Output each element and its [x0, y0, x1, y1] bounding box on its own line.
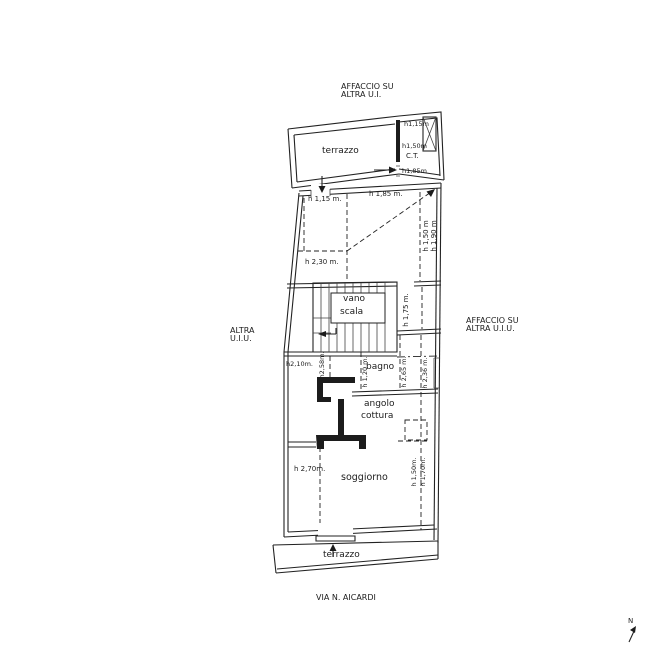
height-label-265: h 2,65 m.: [400, 356, 408, 388]
kitchen-partition-walls: [288, 377, 427, 449]
street-label: VIA N. AICARDI: [316, 593, 376, 602]
context-label-right: AFFACCIO SU ALTRA U.I.U.: [466, 316, 519, 334]
room-label-terrazzo-bottom: terrazzo: [323, 550, 360, 560]
bottom-door-opening: [316, 523, 355, 541]
height-label-150-sog: h 1,50m.: [410, 457, 418, 487]
height-label-ct-185: h1,85m: [402, 167, 427, 175]
door-arrow-ct-icon: [374, 167, 397, 174]
height-label-115: h 1,15 m.: [308, 195, 342, 203]
height-label-258: h2,58m.: [318, 351, 326, 379]
height-label-190-upper: h 1,90 m: [430, 220, 438, 252]
height-label-170-sog: h 1,70m.: [419, 457, 427, 487]
height-label-185: h 1,85 m.: [369, 190, 403, 198]
north-label: N: [628, 617, 634, 625]
height-label-175: h 1,75 m.: [402, 293, 410, 327]
height-label-270: h 2,70m.: [294, 465, 326, 473]
room-label-soggiorno: soggiorno: [341, 472, 388, 483]
height-label-ct-115: h1,15m: [404, 120, 429, 128]
room-label-ct: C.T.: [406, 152, 419, 160]
height-label-150-upper: h 1,50 m: [422, 220, 430, 252]
height-label-210: h2,10m.: [286, 360, 313, 368]
room-label-kitchen-1: angolo: [364, 399, 395, 409]
room-label-bagno: bagno: [366, 362, 395, 372]
context-label-left: ALTRA U.I.U.: [230, 326, 255, 344]
north-arrow-icon: [629, 626, 636, 642]
room-label-stair-2: scala: [340, 307, 364, 317]
height-label-ct-150: h1,50m: [402, 142, 427, 150]
room-label-kitchen-2: cottura: [361, 411, 394, 421]
room-label-stair-1: vano: [343, 294, 366, 304]
height-label-236: h 2,36 m.: [421, 357, 429, 389]
height-label-230: h 2,30 m.: [305, 258, 339, 266]
context-label-top: AFFACCIO SU ALTRA U.I.: [341, 82, 394, 100]
height-label-120: h 1,20 m.: [361, 356, 369, 388]
room-label-terrazzo-top: terrazzo: [322, 146, 359, 156]
